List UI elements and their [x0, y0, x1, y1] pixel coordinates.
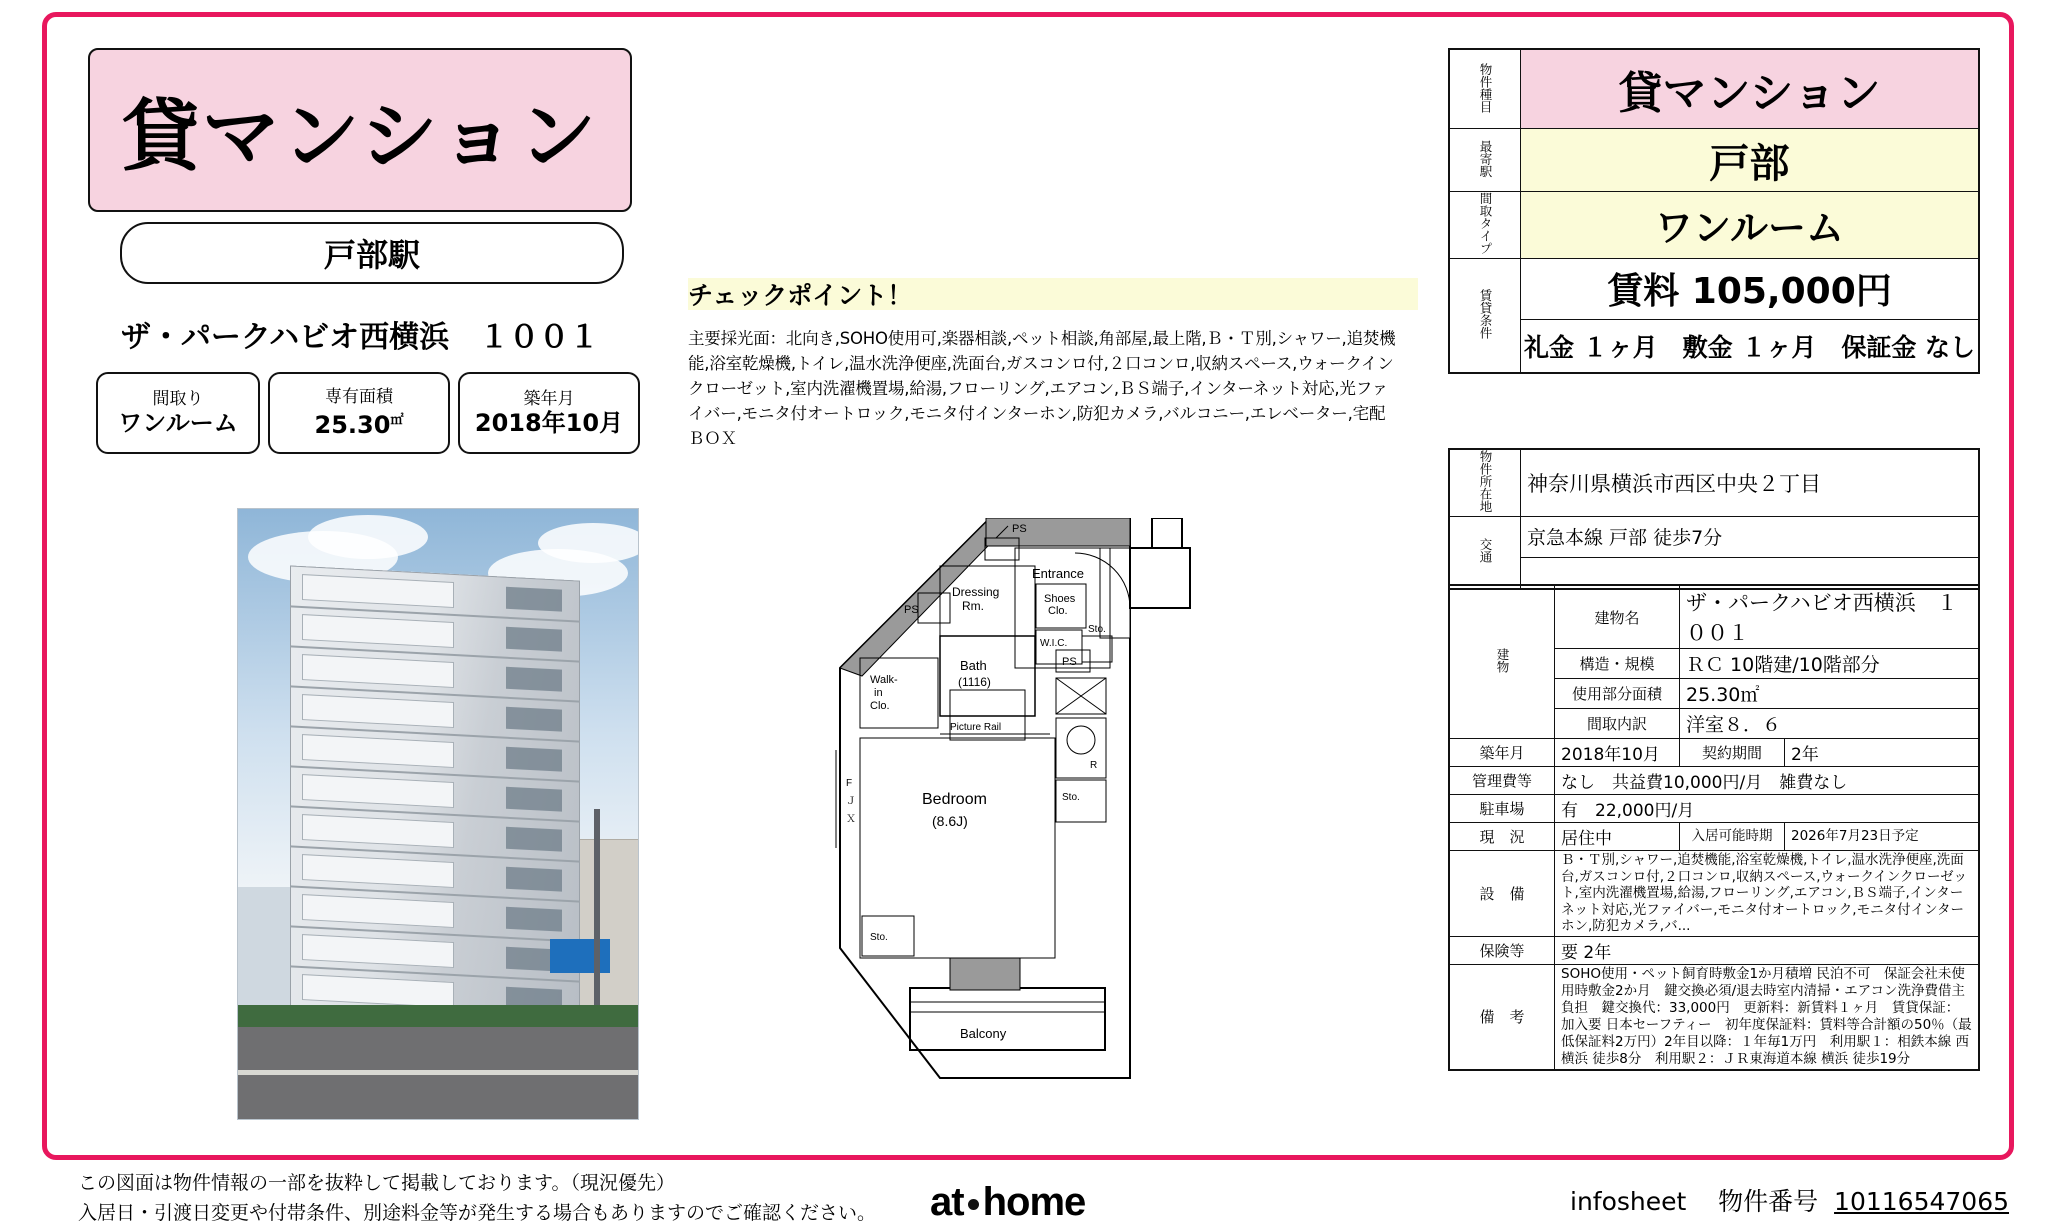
summary-value-deposit: 礼金 １ヶ月 敷金 １ヶ月 保証金 なし	[1521, 319, 1980, 373]
photo-road	[238, 1027, 638, 1119]
address-value: 神奈川県横浜市西区中央２丁目	[1521, 449, 1980, 516]
photo-cloud	[308, 515, 428, 559]
spec-area-value: 25.30㎡	[314, 411, 404, 439]
svg-text:Sto.: Sto.	[1062, 792, 1080, 803]
spec-layout-label: 間取り	[152, 389, 204, 409]
detail-key-mgmt: 管理費等	[1449, 767, 1555, 795]
svg-text:Entrance: Entrance	[1032, 566, 1085, 581]
svg-text:Bath: Bath	[960, 658, 987, 673]
detail-value-structure: ＲＣ 10階建/10階部分	[1680, 649, 1980, 679]
summary-label-layout: 間取タイプ	[1449, 192, 1521, 259]
detail-row-building-name	[1449, 585, 1979, 649]
svg-text:Ｘ: Ｘ	[846, 814, 856, 825]
svg-text:F: F	[846, 778, 853, 789]
footer-note-line1: この図面は物件情報の一部を抜粋して掲載しております。（現況優先）	[78, 1172, 675, 1194]
summary-row-type	[1449, 49, 1979, 129]
detail-value-contract: 2年	[1785, 739, 1980, 767]
svg-text:Sto.: Sto.	[1088, 624, 1106, 635]
footer-note-line2: 入居日・引渡日変更や付帯条件、別途料金等が発生する場合もありますのでご確認ください。	[78, 1202, 877, 1224]
address-label: 物件所在地	[1449, 449, 1521, 516]
detail-key-insurance: 保険等	[1449, 936, 1555, 964]
detail-value-mgmt: なし 共益費10,000円/月 雑費なし	[1555, 767, 1980, 795]
spec-area-unit: ㎡	[390, 413, 404, 428]
property-photo	[237, 508, 639, 1120]
summary-value-station: 戸部	[1521, 129, 1980, 192]
detail-value-movein: 2026年7月23日予定	[1785, 823, 1980, 851]
detail-key-status: 現 況	[1449, 823, 1555, 851]
detail-key-remarks: 備 考	[1449, 964, 1555, 1070]
access-row	[1449, 516, 1979, 557]
summary-label-terms: 賃貸条件	[1449, 258, 1521, 373]
summary-table	[1448, 48, 1980, 374]
summary-row-rent	[1449, 258, 1979, 319]
svg-text:(8.6J): (8.6J)	[932, 813, 968, 829]
detail-key-equipment: 設 備	[1449, 851, 1555, 937]
detail-key-area: 使用部分面積	[1555, 679, 1680, 709]
svg-text:Ｊ: Ｊ	[846, 796, 856, 807]
detail-key-building-name: 建物名	[1555, 585, 1680, 649]
spec-layout-value: ワンルーム	[118, 409, 238, 437]
spec-built-value: 2018年10月	[474, 409, 624, 437]
svg-text:Walk-: Walk-	[870, 674, 898, 686]
detail-label-building: 建物	[1449, 585, 1555, 739]
spec-area-label: 専有面積	[325, 387, 393, 407]
detail-value-status: 居住中	[1555, 823, 1680, 851]
svg-text:Bedroom: Bedroom	[922, 791, 987, 808]
svg-text:PS: PS	[1012, 523, 1027, 535]
svg-text:Rm.: Rm.	[962, 599, 984, 613]
spec-built	[458, 372, 640, 454]
svg-text:(1116): (1116)	[958, 675, 991, 689]
detail-value-building-name: ザ・パークハビオ西横浜 １００１	[1680, 585, 1980, 649]
detail-table	[1448, 584, 1980, 1071]
svg-text:in: in	[874, 687, 883, 699]
svg-text:Shoes: Shoes	[1044, 593, 1076, 605]
footer-note	[78, 1168, 978, 1228]
property-no-value: 10116547065	[1834, 1187, 2010, 1216]
address-table	[1448, 448, 1980, 590]
address-row	[1449, 449, 1979, 516]
svg-text:PS: PS	[1062, 656, 1077, 668]
building-name-heading: ザ・パークハビオ西横浜 １００１	[120, 320, 600, 355]
station-badge	[120, 222, 624, 284]
athome-logo-dot	[968, 1199, 979, 1210]
spec-built-label: 築年月	[523, 389, 575, 409]
svg-text:Dressing: Dressing	[952, 585, 1000, 599]
detail-row-insurance	[1449, 936, 1979, 964]
athome-logo-text: at	[930, 1180, 964, 1224]
svg-text:Picture Rail: Picture Rail	[950, 722, 1002, 733]
svg-text:Clo.: Clo.	[1048, 605, 1068, 617]
photo-building-facade	[290, 565, 580, 1050]
detail-key-structure: 構造・規模	[1555, 649, 1680, 679]
summary-value-rent: 賃料 105,000円	[1521, 258, 1980, 319]
checkpoint-title: チェックポイント！	[688, 278, 1418, 310]
property-type-title-text: 貸マンション	[121, 92, 599, 182]
detail-key-movein: 入居可能時期	[1680, 823, 1785, 851]
detail-value-parking: 有 22,000円/月	[1555, 795, 1980, 823]
detail-key-layout-breakdown: 間取内訳	[1555, 709, 1680, 739]
access-value: 京急本線 戸部 徒歩7分	[1521, 516, 1980, 557]
athome-logo: at home	[930, 1180, 1086, 1224]
summary-row-deposit	[1449, 319, 1979, 373]
svg-text:Clo.: Clo.	[870, 700, 890, 712]
detail-key-contract: 契約期間	[1680, 739, 1785, 767]
station-badge-text: 戸部駅	[323, 236, 420, 274]
checkpoint-body: 主要採光面：北向き,SOHO使用可,楽器相談,ペット相談,角部屋,最上階,Ｂ・Ｔ別,シャワー,追焚機能,浴室乾燥機,トイレ,温水洗浄便座,洗面台,ガスコンロ付,２口コンロ,収納スペース,ウォークインクローゼット,室内洗濯機置場,給湯,フローリング,エアコン,ＢＳ端子,インターネット対応,光ファイバー,モニタ付オートロック,モニタ付インターホン,防犯カメラ,バルコニー,エレベーター,宅配ＢＯＸ	[688, 329, 1396, 448]
spec-area	[268, 372, 450, 454]
floor-plan	[800, 518, 1410, 1118]
svg-text:W.I.C.: W.I.C.	[1040, 638, 1068, 649]
detail-row-equipment	[1449, 851, 1979, 937]
detail-row-built	[1449, 739, 1979, 767]
svg-text:PS: PS	[904, 604, 919, 616]
detail-value-area: 25.30㎡	[1680, 679, 1980, 709]
svg-text:R: R	[1090, 760, 1098, 771]
detail-value-layout-breakdown: 洋室８．６	[1680, 709, 1980, 739]
summary-label-type: 物件種目	[1449, 49, 1521, 129]
photo-cloud	[538, 523, 639, 563]
access-label: 交通	[1449, 516, 1521, 589]
detail-value-equipment: Ｂ・Ｔ別,シャワー,追焚機能,浴室乾燥機,トイレ,温水洗浄便座,洗面台,ガスコンロ付,２口コンロ,収納スペース,ウォークインクローゼット,室内洗濯機置場,給湯,フローリング,エアコン,ＢＳ端子,インターネット対応,光ファイバー,モニタ付オートロック,モニタ付インターホン,防犯カメラ,バ...	[1555, 851, 1980, 937]
summary-value-type: 貸マンション	[1521, 49, 1980, 129]
detail-row-status	[1449, 823, 1979, 851]
detail-value-remarks: SOHO使用・ペット飼育時敷金1か月積増 民泊不可 保証会社未使用時敷金2か月 鍵交換必須/退去時室内清掃・エアコン洗浄費借主負担 鍵交換代：33,000円 更新料：新賃料１ヶ月 賃貸保証：加入要 日本セーフティー 初年度保証料：賃料等合計額の50％（最低保証料2万円）2年目以降：１年毎1万円 利用駅１：相鉄本線 西横浜 徒歩8分 利用駅２：ＪＲ東海道本線 横浜 徒歩19分	[1555, 964, 1980, 1070]
infosheet-label: infosheet	[1570, 1187, 1687, 1216]
spec-layout	[96, 372, 260, 454]
detail-row-parking	[1449, 795, 1979, 823]
svg-text:Balcony: Balcony	[960, 1026, 1007, 1041]
summary-value-layout: ワンルーム	[1521, 192, 1980, 259]
spec-row	[96, 372, 636, 450]
detail-key-parking: 駐車場	[1449, 795, 1555, 823]
infosheet-footer	[1570, 1182, 2010, 1218]
detail-row-remarks	[1449, 964, 1979, 1070]
property-no-label: 物件番号	[1718, 1187, 1819, 1216]
detail-value-insurance: 要 2年	[1555, 936, 1980, 964]
summary-label-station: 最寄駅	[1449, 129, 1521, 192]
svg-text:Sto.: Sto.	[870, 932, 888, 943]
detail-key-built: 築年月	[1449, 739, 1555, 767]
detail-row-mgmt	[1449, 767, 1979, 795]
summary-row-layout	[1449, 192, 1979, 259]
photo-signboard	[550, 939, 610, 973]
detail-value-built: 2018年10月	[1555, 739, 1680, 767]
property-type-title	[88, 48, 632, 212]
summary-row-station	[1449, 129, 1979, 192]
